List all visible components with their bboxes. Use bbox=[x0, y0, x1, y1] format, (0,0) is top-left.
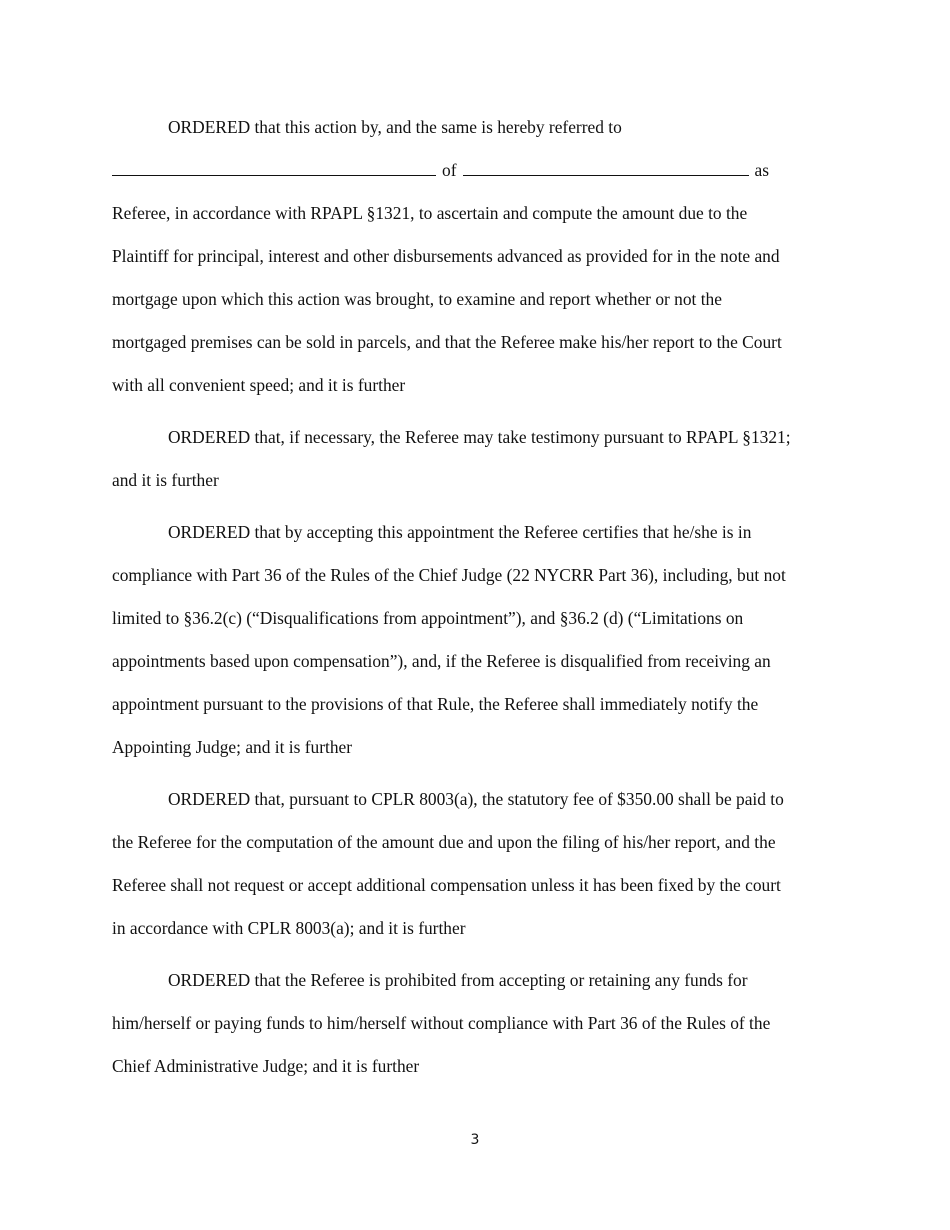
text-line: limited to §36.2(c) (“Disqualifications from appointment”), and §36.2 (d) (“Limitations on bbox=[112, 608, 744, 628]
text-line: the Referee for the computation of the amount due and upon the filing of his/her report, and the bbox=[112, 832, 776, 852]
text-line: Referee, in accordance with RPAPL §1321, to ascertain and compute the amount due to the bbox=[112, 203, 748, 223]
paragraph-testimony bbox=[112, 416, 840, 502]
text-line: mortgage upon which this action was brought, to examine and report whether or not the bbox=[112, 289, 722, 309]
text-line: and it is further bbox=[112, 470, 219, 490]
paragraph-spacer bbox=[112, 502, 840, 511]
referee-name-blank-line bbox=[112, 149, 840, 192]
referee-name-blank bbox=[112, 175, 436, 176]
text-line: compliance with Part 36 of the Rules of the Chief Judge (22 NYCRR Part 36), including, but not bbox=[112, 565, 786, 585]
text-line: Plaintiff for principal, interest and other disbursements advanced as provided for in the note and bbox=[112, 246, 780, 266]
text-line: ORDERED that by accepting this appointment the Referee certifies that he/she is in bbox=[168, 522, 752, 542]
page-number: 3 bbox=[470, 1132, 480, 1148]
document-body bbox=[112, 106, 840, 1088]
paragraph-part36-compliance bbox=[112, 511, 840, 769]
text-line: appointment pursuant to the provisions of that Rule, the Referee shall immediately notify the bbox=[112, 694, 759, 714]
paragraph-spacer bbox=[112, 950, 840, 959]
text-line: Chief Administrative Judge; and it is further bbox=[112, 1056, 420, 1076]
text-line: mortgaged premises can be sold in parcels, and that the Referee make his/her report to the Court bbox=[112, 332, 782, 352]
text-line: Referee shall not request or accept additional compensation unless it has been fixed by the court bbox=[112, 875, 781, 895]
referee-address-blank bbox=[463, 175, 749, 176]
text-line: ORDERED that this action by, and the same is hereby referred to bbox=[168, 117, 622, 137]
text-line: with all convenient speed; and it is further bbox=[112, 375, 406, 395]
paragraph-funds-prohibition bbox=[112, 959, 840, 1088]
paragraph-spacer bbox=[112, 407, 840, 416]
text-line: ORDERED that, if necessary, the Referee may take testimony pursuant to RPAPL §1321; bbox=[168, 427, 791, 447]
paragraph-referee-appointment bbox=[112, 106, 840, 407]
connector-as: as bbox=[754, 160, 769, 180]
paragraph-statutory-fee bbox=[112, 778, 840, 950]
text-line: appointments based upon compensation”), and, if the Referee is disqualified from receiving an bbox=[112, 651, 771, 671]
paragraph-spacer bbox=[112, 769, 840, 778]
text-line: ORDERED that, pursuant to CPLR 8003(a), the statutory fee of $350.00 shall be paid to bbox=[168, 789, 784, 809]
text-line: in accordance with CPLR 8003(a); and it is further bbox=[112, 918, 466, 938]
text-line: him/herself or paying funds to him/herself without compliance with Part 36 of the Rules of the bbox=[112, 1013, 771, 1033]
text-line: Appointing Judge; and it is further bbox=[112, 737, 353, 757]
connector-of: of bbox=[442, 160, 457, 180]
text-line: ORDERED that the Referee is prohibited from accepting or retaining any funds for bbox=[168, 970, 748, 990]
